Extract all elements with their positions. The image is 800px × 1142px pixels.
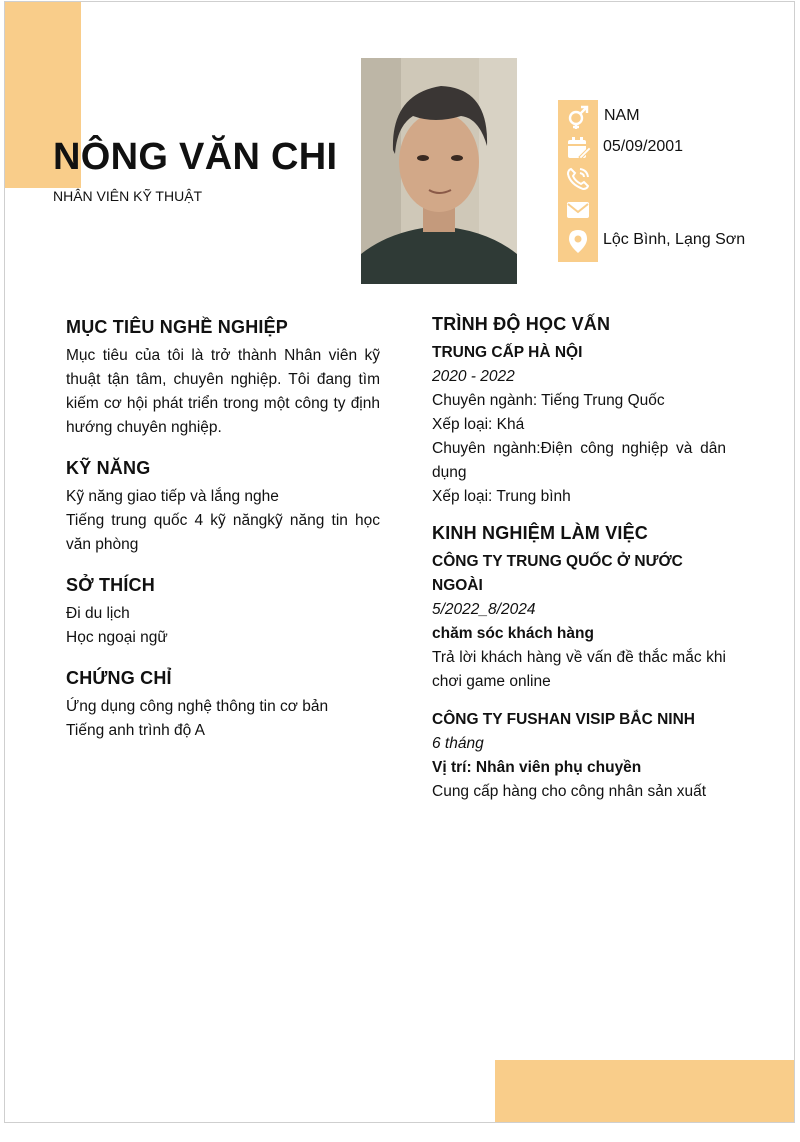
profile-photo (361, 58, 517, 284)
location-icon (565, 228, 591, 254)
job-company: CÔNG TY FUSHAN VISIP BẮC NINH (432, 711, 695, 728)
skills-title: KỸ NĂNG (66, 458, 151, 478)
job-position: chăm sóc khách hàng (432, 625, 594, 642)
hobby-item: Đi du lịch (66, 605, 130, 622)
job-description: Cung cấp hàng cho công nhân sản xuất (432, 783, 707, 800)
education-school: TRUNG CẤP HÀ NỘI (432, 344, 583, 361)
left-column (66, 317, 380, 743)
calendar-icon (565, 135, 591, 161)
hobbies-title: SỞ THÍCH (66, 575, 155, 595)
email-icon (565, 197, 591, 223)
objective-text: Mục tiêu của tôi là trở thành Nhân viên kỹ thuật tận tâm, chuyên nghiệp. Tôi đang tìm kiếm cơ hội phát triển trong một công ty định hướng chuyên nghiệp. (66, 347, 380, 436)
education-line: Chuyên ngành:Điện công nghiệp và dân dụng (432, 440, 726, 481)
job-period: 6 tháng (432, 735, 484, 752)
certificate-item: Ứng dụng công nghệ thông tin cơ bản (66, 698, 329, 715)
accent-block-bottom-right (495, 1060, 795, 1123)
contact-gender: NAM (604, 107, 640, 124)
job-position: Vị trí: Nhân viên phụ chuyền (432, 759, 642, 776)
education-line: Xếp loại: Khá (432, 416, 525, 433)
education-period: 2020 - 2022 (432, 368, 515, 385)
education-title: TRÌNH ĐỘ HỌC VẤN (432, 314, 611, 334)
certificates-title: CHỨNG CHỈ (66, 668, 172, 688)
certificate-item: Tiếng anh trình độ A (66, 722, 206, 739)
gender-icon (565, 104, 591, 130)
experience-title: KINH NGHIỆM LÀM VIỆC (432, 523, 649, 543)
skill-item: Kỹ năng giao tiếp và lắng nghe (66, 488, 279, 505)
skill-item: Tiếng trung quốc 4 kỹ năngkỹ năng tin học văn phòng (66, 512, 380, 553)
job-period: 5/2022_8/2024 (432, 601, 536, 618)
contact-dob: 05/09/2001 (603, 138, 684, 155)
education-line: Chuyên ngành: Tiếng Trung Quốc (432, 392, 665, 409)
candidate-role: NHÂN VIÊN KỸ THUẬT (53, 188, 203, 204)
job-company: CÔNG TY TRUNG QUỐC Ở NƯỚC NGOÀI (432, 553, 683, 594)
profile-photo-illustration (361, 58, 517, 284)
job-description: Trả lời khách hàng về vấn đề thắc mắc khi chơi game online (432, 649, 726, 690)
candidate-name: NÔNG VĂN CHI (53, 136, 338, 178)
resume-page (4, 1, 795, 1123)
hobby-item: Học ngoại ngữ (66, 629, 168, 646)
phone-icon (565, 166, 591, 192)
objective-title: MỤC TIÊU NGHỀ NGHIỆP (66, 317, 289, 337)
right-column (432, 314, 726, 804)
contact-address: Lộc Bình, Lạng Sơn (603, 231, 746, 248)
education-line: Xếp loại: Trung bình (432, 488, 571, 505)
contact-icon-bar (558, 100, 598, 262)
